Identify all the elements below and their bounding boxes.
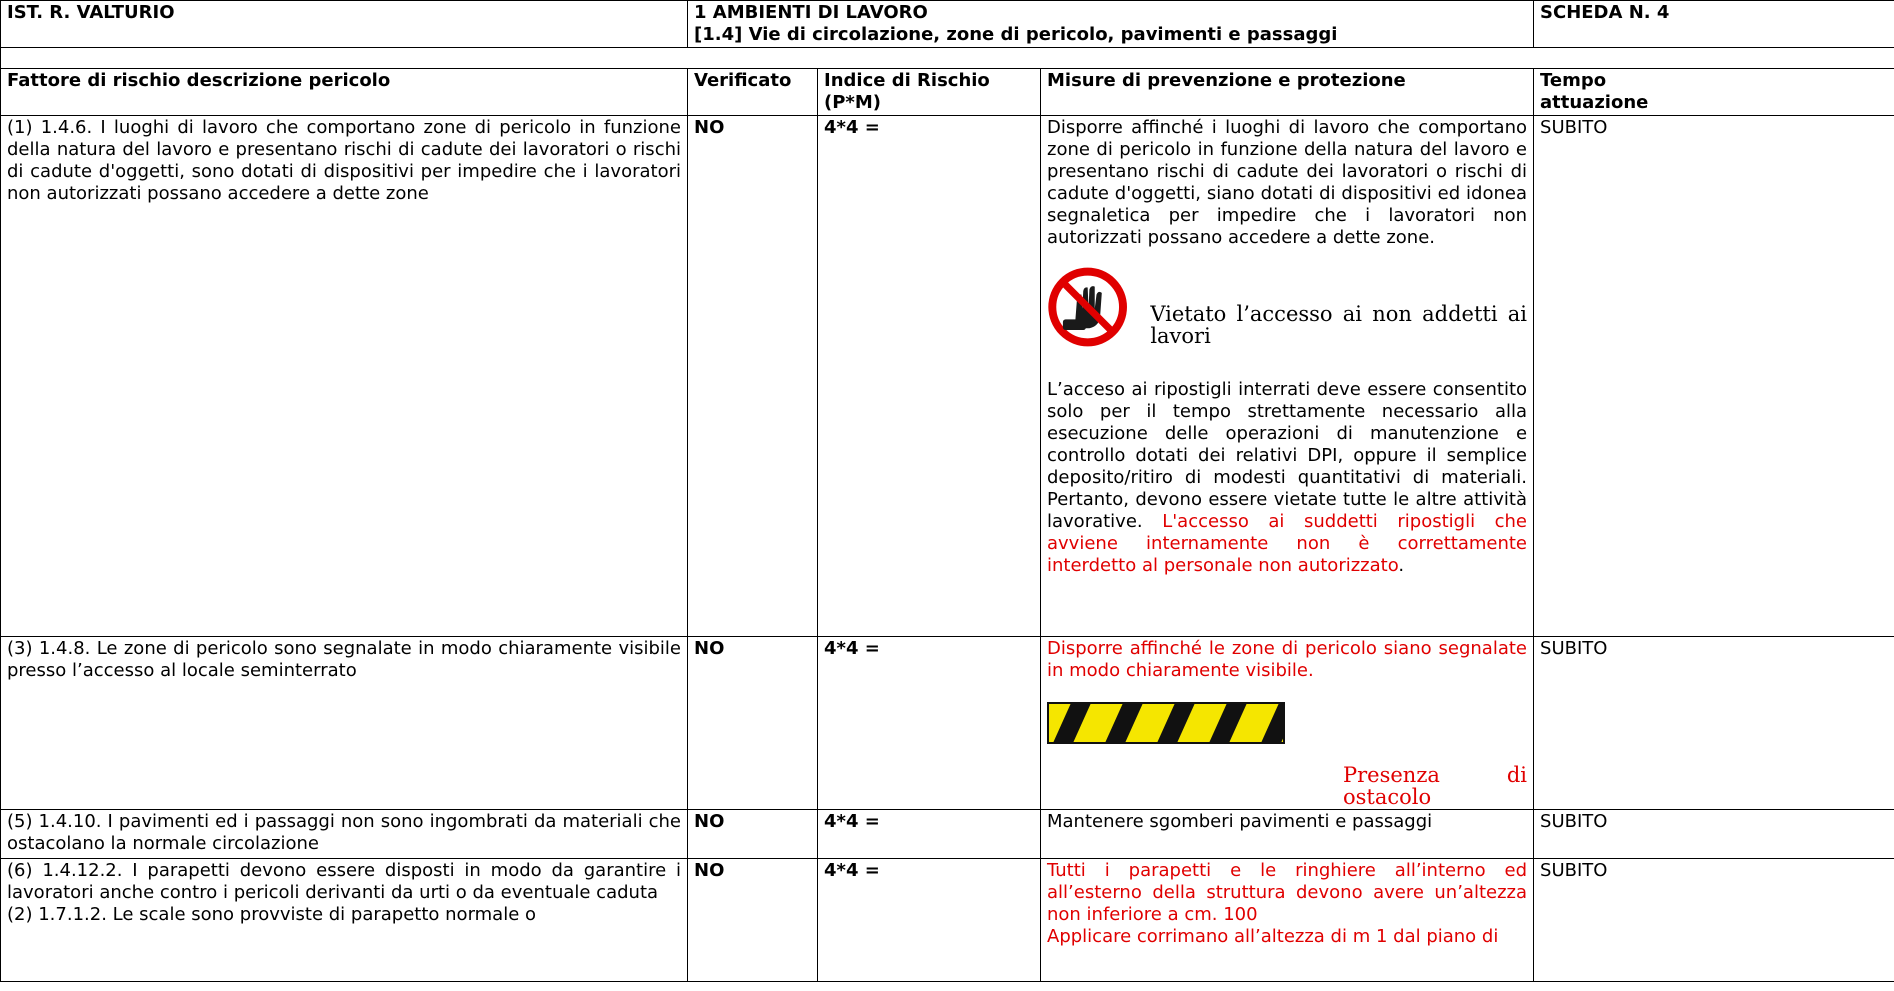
- hazard-stripe-sign-icon: [1047, 702, 1285, 744]
- spacer-row: [1, 48, 1894, 69]
- time-cell: SUBITO: [1534, 637, 1894, 810]
- risk-index-cell: 4*4 =: [818, 810, 1041, 859]
- measure-warning-text: Disporre affinché le zone di pericolo siano segnalate in modo chiaramente visibile.: [1047, 638, 1528, 681]
- measures-cell: Mantenere sgomberi pavimenti e passaggi: [1041, 810, 1534, 859]
- table-row: [1, 810, 1894, 859]
- institute-name: IST. R. VALTURIO: [1, 1, 688, 48]
- risk-index-cell: 4*4 =: [818, 859, 1041, 982]
- sign-caption: Vietato l’accesso ai non addetti ai lavori: [1150, 302, 1528, 348]
- risk-factor-cell: (5) 1.4.10. I pavimenti ed i passaggi non sono ingombrati da materiali che ostacolano la normale circolazione: [1, 810, 688, 859]
- risk-index-cell: 4*4 =: [818, 637, 1041, 810]
- verified-cell: NO: [688, 637, 818, 810]
- time-cell: SUBITO: [1534, 859, 1894, 982]
- verified-cell: NO: [688, 116, 818, 637]
- risk-factor-cell: (6) 1.4.12.2. I parapetti devono essere disposti in modo da garantire i lavoratori anche contro i pericoli derivanti da urti o da eventuale caduta (2) 1.7.1.2. Le scale sono provviste di parapetto normale o: [1, 859, 688, 982]
- col-time-header: Tempo attuazione: [1534, 69, 1894, 116]
- col-risk-header: Indice di Rischio (P*M): [818, 69, 1041, 116]
- no-entry-sign: [1047, 261, 1527, 353]
- measure-text: L’acceso ai ripostigli interrati deve essere consentito solo per il tempo strettamente necessario alla esecuzione delle operazioni di manutenzione e controllo dotati dei relativi DPI, oppure il semplice deposito/ritiro di modesti quantitativi di materiali. Pertanto, devono essere vietate tutte le altre attività lavorative.: [1047, 379, 1528, 532]
- measures-cell: [1041, 637, 1534, 810]
- measures-cell: Disporre affinché i luoghi di lavoro che comportano zone di pericolo in funzione della natura del lavoro e presentano rischi di cadute dei lavoratori o rischi di cadute d'oggetti, siano dotati di dispositivi ed idonea segnaletica per impedire che i lavoratori non autorizzati possano accedere a dette zone. Vietato l’accesso ai non addetti ai lavori L’acceso ai ripostigli interrati deve essere consentito solo per il tempo strettamente necessario alla esecuzione delle operazioni di manutenzione e controllo dotati dei relativi DPI, oppure il semplice deposito/ritiro di modesti quantitativi di materiali. Pertanto, devono essere vietate tutte le altre attività lavorative. L'accesso ai suddetti ripostigli che avviene internamente non è correttamente interdetto al personale non autorizzato.: [1041, 116, 1534, 637]
- time-cell: SUBITO: [1534, 810, 1894, 859]
- column-header-row: [1, 69, 1894, 116]
- measures-cell: [1041, 859, 1534, 982]
- table-row: [1, 637, 1894, 810]
- col-measures-header: Misure di prevenzione e protezione: [1041, 69, 1534, 116]
- sign-caption: Presenza di ostacolo: [1343, 763, 1528, 809]
- section-title: [688, 1, 1534, 48]
- risk-factor-cell: (3) 1.4.8. Le zone di pericolo sono segnalate in modo chiaramente visibile presso l’accesso al locale seminterrato: [1, 637, 688, 810]
- section-label: 1 AMBIENTI DI LAVORO: [694, 2, 928, 23]
- measure-warning-text: L'accesso ai suddetti ripostigli che avviene internamente non è correttamente interdetto al personale non autorizzato: [1047, 511, 1528, 576]
- sheet-number: SCHEDA N. 4: [1534, 1, 1894, 48]
- hazard-sign: [1047, 702, 1527, 750]
- subsection-label: [1.4] Vie di circolazione, zone di pericolo, pavimenti e passaggi: [694, 24, 1338, 45]
- verified-cell: NO: [688, 859, 818, 982]
- measure-warning-text: Tutti i parapetti e le ringhiere all’interno ed all’esterno della struttura devono avere un’altezza non inferiore a cm. 100: [1047, 860, 1528, 925]
- verified-cell: NO: [688, 810, 818, 859]
- risk-index-cell: 4*4 =: [818, 116, 1041, 637]
- table-row: [1, 859, 1894, 982]
- col-verified-header: Verificato: [688, 69, 818, 116]
- header-row: [1, 1, 1894, 48]
- measure-text: Disporre affinché i luoghi di lavoro che comportano zone di pericolo in funzione della natura del lavoro e presentano rischi di cadute dei lavoratori o rischi di cadute d'oggetti, siano dotati di dispositivi ed idonea segnaletica per impedire che i lavoratori non autorizzati possano accedere a dette zone.: [1047, 117, 1528, 248]
- measure-warning-text: Applicare corrimano all’altezza di m 1 dal piano di: [1047, 926, 1499, 947]
- col-factor-header: Fattore di rischio descrizione pericolo: [1, 69, 688, 116]
- table-row: [1, 116, 1894, 637]
- time-cell: SUBITO: [1534, 116, 1894, 637]
- risk-factor-cell: (1) 1.4.6. I luoghi di lavoro che comportano zone di pericolo in funzione della natura del lavoro e presentano rischi di cadute dei lavoratori o rischi di cadute d'oggetti, sono dotati di dispositivi per impedire che i lavoratori non autorizzati possano accedere a dette zone: [1, 116, 688, 637]
- no-entry-hand-sign-icon: [1047, 261, 1128, 353]
